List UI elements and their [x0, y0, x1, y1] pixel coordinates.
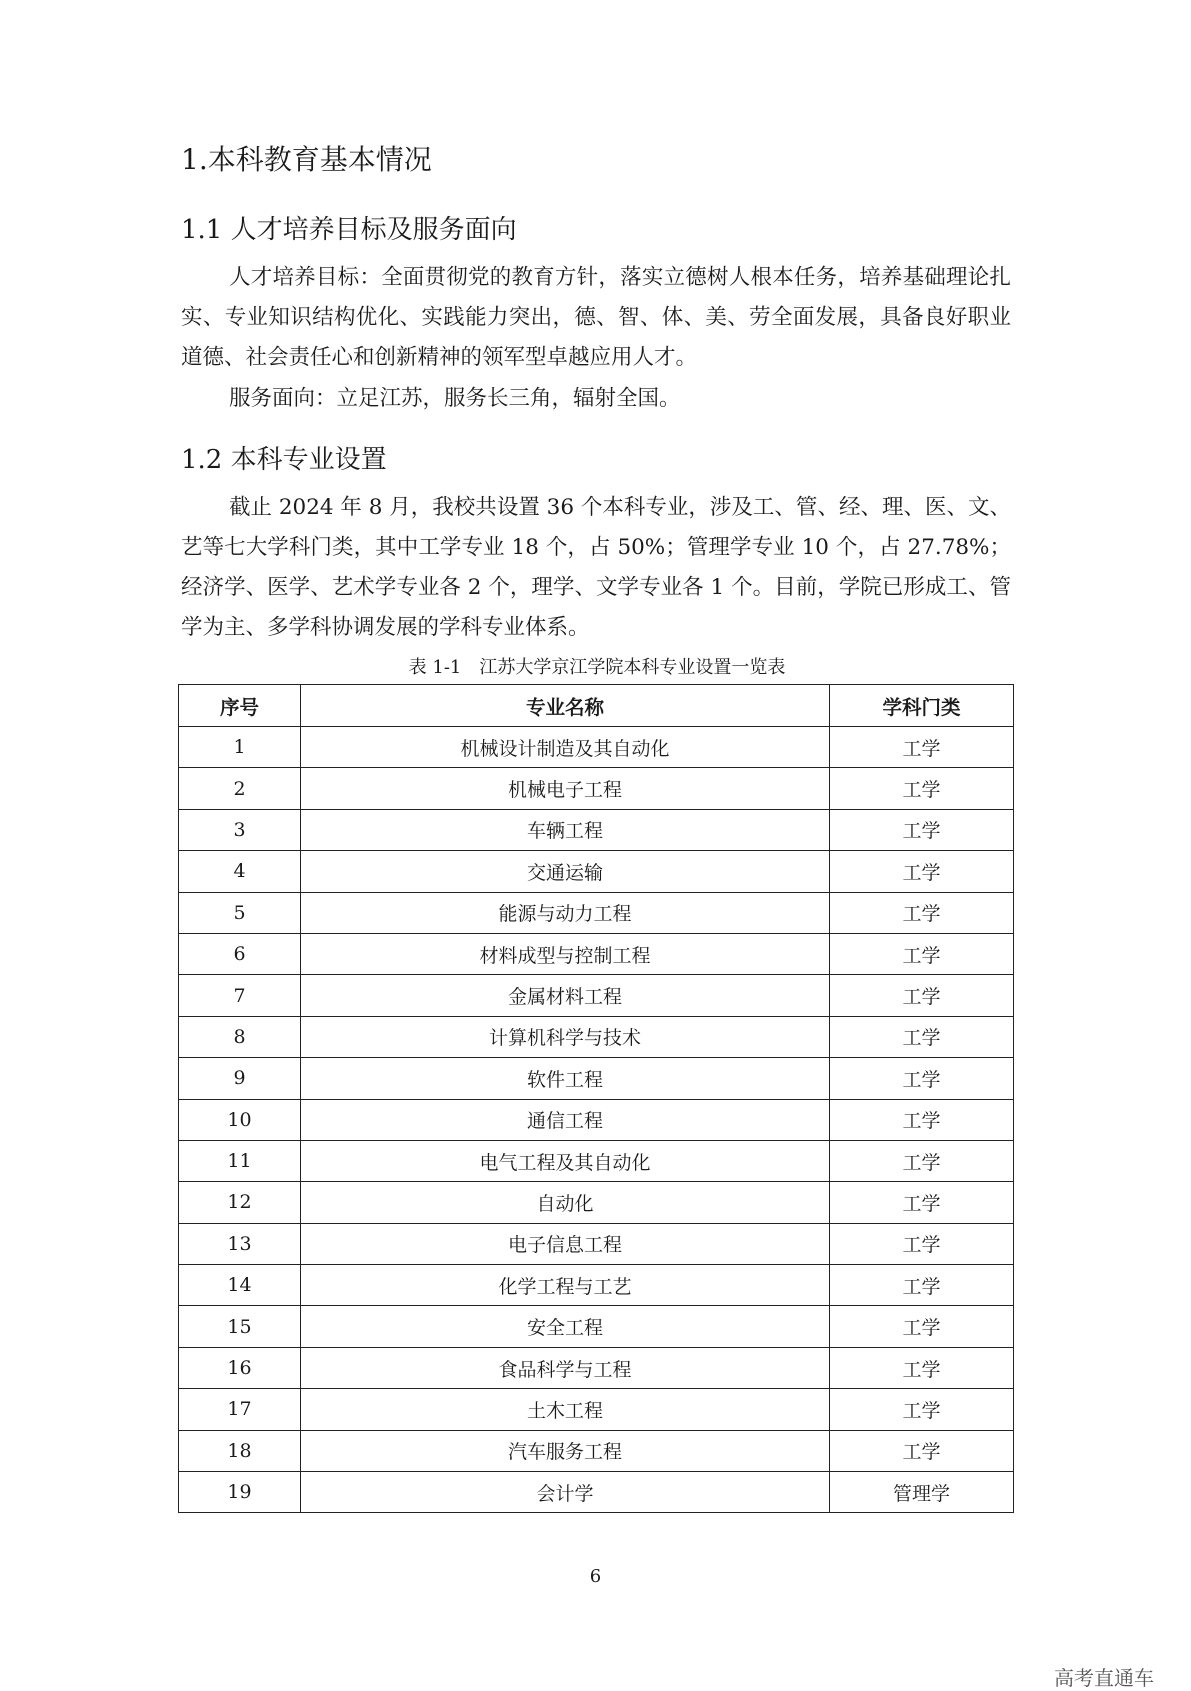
- cell-major-name: 机械设计制造及其自动化: [301, 727, 830, 768]
- table-body: [179, 727, 1014, 1513]
- cell-discipline: 工学: [830, 975, 1014, 1016]
- cell-index: 14: [179, 1265, 301, 1306]
- table-row: [179, 975, 1014, 1016]
- cell-major-name: 材料成型与控制工程: [301, 933, 830, 974]
- table-row: [179, 1347, 1014, 1388]
- cell-index: 17: [179, 1389, 301, 1430]
- paragraph-training-goal: 人才培养目标：全面贯彻党的教育方针，落实立德树人根本任务，培养基础理论扎实、专业知识结构优化、实践能力突出，德、智、体、美、劳全面发展，具备良好职业道德、社会责任心和创新精神的领军型卓越应用人才。: [181, 265, 1011, 370]
- cell-index: 5: [179, 892, 301, 933]
- table-row: [179, 727, 1014, 768]
- cell-discipline: 工学: [830, 1430, 1014, 1471]
- cell-discipline: 工学: [830, 1265, 1014, 1306]
- cell-discipline: 工学: [830, 1058, 1014, 1099]
- cell-discipline: 工学: [830, 851, 1014, 892]
- cell-index: 15: [179, 1306, 301, 1347]
- cell-discipline: 工学: [830, 1182, 1014, 1223]
- table-row: [179, 1430, 1014, 1471]
- cell-discipline: 工学: [830, 1347, 1014, 1388]
- table-row: [179, 1140, 1014, 1181]
- cell-discipline: 管理学: [830, 1472, 1014, 1513]
- cell-discipline: 工学: [830, 1016, 1014, 1057]
- cell-discipline: 工学: [830, 1140, 1014, 1181]
- cell-major-name: 电子信息工程: [301, 1223, 830, 1264]
- header-discipline: 学科门类: [830, 685, 1014, 727]
- cell-major-name: 自动化: [301, 1182, 830, 1223]
- paragraph-major-setup: 截止 2024 年 8 月，我校共设置 36 个本科专业，涉及工、管、经、理、医、文、艺等七大学科门类，其中工学专业 18 个，占 50%；管理学专业 10 个，占 27.78%；经济学、医学、艺术学专业各 2 个，理学、文学专业各 1 个。目前，学院已形成工、管学为主、多学科协调发展的学科专业体系。: [181, 495, 1011, 640]
- section-heading-1-2: 1.2 本科专业设置: [181, 445, 387, 475]
- table-row: [179, 1016, 1014, 1057]
- cell-major-name: 车辆工程: [301, 809, 830, 850]
- table-caption: 表 1-1 江苏大学京江学院本科专业设置一览表: [408, 657, 786, 678]
- cell-major-name: 会计学: [301, 1472, 830, 1513]
- cell-major-name: 化学工程与工艺: [301, 1265, 830, 1306]
- table-row: [179, 768, 1014, 809]
- cell-index: 19: [179, 1472, 301, 1513]
- cell-discipline: 工学: [830, 1099, 1014, 1140]
- table-row: [179, 809, 1014, 850]
- cell-major-name: 金属材料工程: [301, 975, 830, 1016]
- header-index: 序号: [179, 685, 301, 727]
- cell-major-name: 能源与动力工程: [301, 892, 830, 933]
- watermark-text: 高考直通车: [1054, 1666, 1154, 1690]
- cell-index: 12: [179, 1182, 301, 1223]
- table-row: [179, 1306, 1014, 1347]
- cell-index: 6: [179, 933, 301, 974]
- section-heading-1-1: 1.1 人才培养目标及服务面向: [181, 215, 517, 245]
- cell-index: 16: [179, 1347, 301, 1388]
- table-row: [179, 1265, 1014, 1306]
- cell-major-name: 安全工程: [301, 1306, 830, 1347]
- table-row: [179, 851, 1014, 892]
- paragraph-service-orientation: 服务面向：立足江苏，服务长三角，辐射全国。: [229, 386, 681, 411]
- table-row: [179, 1472, 1014, 1513]
- cell-discipline: 工学: [830, 892, 1014, 933]
- cell-major-name: 电气工程及其自动化: [301, 1140, 830, 1181]
- table-row: [179, 1058, 1014, 1099]
- cell-index: 8: [179, 1016, 301, 1057]
- table-header-row: [179, 685, 1014, 727]
- table-row: [179, 892, 1014, 933]
- table-row: [179, 1182, 1014, 1223]
- cell-index: 2: [179, 768, 301, 809]
- cell-major-name: 交通运输: [301, 851, 830, 892]
- table-row: [179, 1389, 1014, 1430]
- cell-major-name: 机械电子工程: [301, 768, 830, 809]
- cell-major-name: 汽车服务工程: [301, 1430, 830, 1471]
- cell-index: 3: [179, 809, 301, 850]
- cell-discipline: 工学: [830, 1389, 1014, 1430]
- cell-index: 1: [179, 727, 301, 768]
- cell-discipline: 工学: [830, 727, 1014, 768]
- cell-major-name: 计算机科学与技术: [301, 1016, 830, 1057]
- cell-discipline: 工学: [830, 1306, 1014, 1347]
- cell-major-name: 土木工程: [301, 1389, 830, 1430]
- header-major-name: 专业名称: [301, 685, 830, 727]
- cell-discipline: 工学: [830, 809, 1014, 850]
- chapter-heading: 1.本科教育基本情况: [181, 143, 432, 176]
- cell-index: 9: [179, 1058, 301, 1099]
- cell-discipline: 工学: [830, 768, 1014, 809]
- cell-index: 18: [179, 1430, 301, 1471]
- cell-major-name: 食品科学与工程: [301, 1347, 830, 1388]
- cell-index: 11: [179, 1140, 301, 1181]
- cell-index: 4: [179, 851, 301, 892]
- cell-index: 7: [179, 975, 301, 1016]
- table-row: [179, 1223, 1014, 1264]
- table-row: [179, 933, 1014, 974]
- cell-discipline: 工学: [830, 933, 1014, 974]
- cell-index: 10: [179, 1099, 301, 1140]
- table-row: [179, 1099, 1014, 1140]
- cell-major-name: 软件工程: [301, 1058, 830, 1099]
- majors-table: [178, 684, 1014, 1513]
- cell-index: 13: [179, 1223, 301, 1264]
- cell-discipline: 工学: [830, 1223, 1014, 1264]
- cell-major-name: 通信工程: [301, 1099, 830, 1140]
- page-number: 6: [589, 1566, 602, 1587]
